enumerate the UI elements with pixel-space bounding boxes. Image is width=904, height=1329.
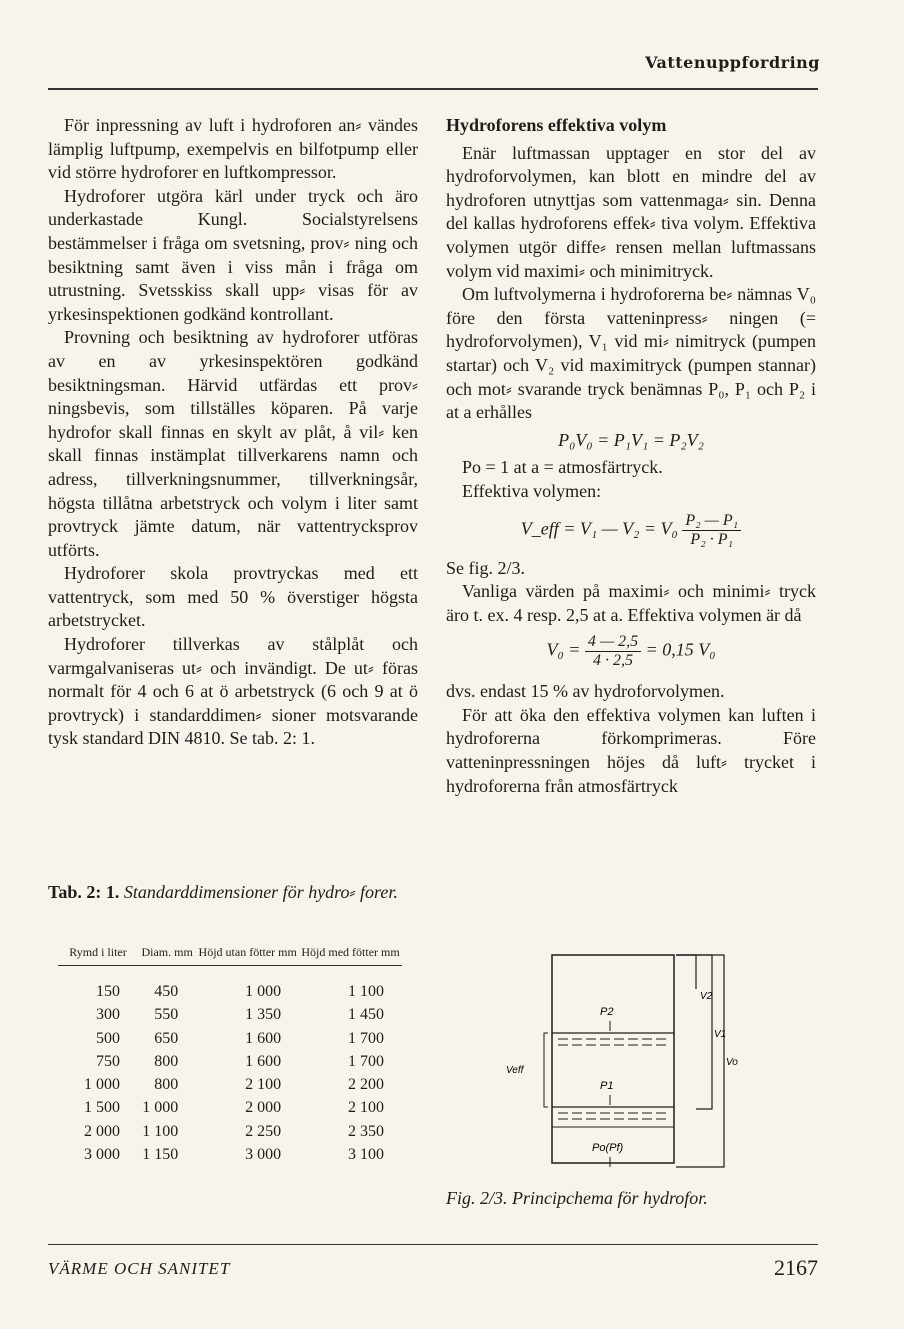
cell: 2 000 [245,1099,282,1117]
formula-rhs: = 0,15 V₀ [645,639,716,660]
cell: 1 150 [142,1146,179,1164]
cell: 650 [154,1029,179,1047]
cell: 1 700 [348,1029,384,1047]
table-title [48,881,428,904]
column-header: Höjd med fötter mm [299,940,402,966]
cell: 1 000 [84,1076,120,1094]
paragraph: Hydroforer skola provtryckas med ett vattentryck, som med 50 % överstiger högsta arbetstrycket. [48,563,418,631]
label-p1: P1 [600,1080,614,1092]
cell: 750 [96,1052,120,1070]
table-row [58,1143,402,1166]
paragraph: Om luftvolymerna i hydroforerna be⸗ nämnas V₀ före den första vatteninpress⸗ ningen (= hydroforvolymen), V₁ vid mi⸗ nimitryck (pumpen startar) och V₂ vid maximitryck (pumpen stannar) och mot⸗ svarande tryck benämnas P₀, P₁ och P₂ i at a erhålles [446,284,816,423]
bracket-v2 [676,955,696,989]
column-header: Höjd utan fötter mm [196,940,299,966]
cell: 1 100 [348,983,384,1000]
cell: 3 000 [84,1146,120,1164]
table-row [58,1027,402,1050]
fraction-numerator: P₂ — P₁ [682,512,741,531]
cell: 1 100 [142,1122,179,1140]
section-heading: Hydroforens effektiva volym [446,115,667,135]
cell: 3 000 [245,1146,282,1164]
cell: 1 450 [348,1006,384,1024]
footer-rule [48,1244,818,1245]
cell: 2 250 [245,1122,282,1140]
bracket-veff [544,1033,548,1107]
vessel-outline [552,955,674,1163]
table-row [58,980,402,1003]
formula-example: V₀ = $\frac{4 — 2,5}{4 \cdot 2,5}$ = 0,15 V₀ [546,633,716,670]
fraction-numerator: 4 — 2,5 [585,633,641,652]
paragraph: För att öka den effektiva volymen kan luften i hydroforerna förkomprimeras. Före vatteninpressningen höjes då luft⸗ trycket i hydroforerna från atmosfärtryck [446,704,816,796]
fraction [682,512,741,549]
fraction-denominator: 4 · 2,5 [593,652,633,670]
column-header: Rymd i liter [58,940,138,966]
formula-lhs: V₀ [546,639,564,660]
cell: 1 700 [348,1052,384,1070]
cell: 2 200 [348,1076,384,1094]
paragraph: Vanliga värden på maximi⸗ och minimi⸗ tryck äro t. ex. 4 resp. 2,5 at a. Effektiva volymen är då [446,581,816,625]
cell: 450 [154,983,179,1000]
label-v2: V2 [700,991,713,1002]
label-veff: Veff [506,1065,524,1076]
cell: 500 [96,1029,120,1047]
paragraph: Po = 1 at a = atmosfärtryck. [462,457,663,478]
label-v1: V1 [714,1029,727,1040]
column-header: Diam. mm [138,940,196,966]
paragraph: För inpressning av luft i hydroforen an⸗ vändes lämplig luftpump, exempelvis en bilfotpump eller vid större hydroforer en luftkompressor. [48,115,418,183]
paragraph: Hydroforer tillverkas av stålplåt och varmgalvaniseras ut⸗ och invändigt. De ut⸗ föras normalt för 4 och 6 at ö arbetstryck (6 och 9 at ö provtryck) i standarddimen⸗ sioner motsvarande tysk standard DIN 4810. Se tab. 2: 1. [48,634,418,749]
cell: 800 [154,1076,179,1094]
table-caption: Standarddimensioner för hydro⸗ forer. [123,882,398,902]
bracket-v1 [676,955,712,1109]
paragraph: Enär luftmassan upptager en stor del av hydroforvolymen, kan blott en mindre del av hydroforen utnyttjas som vattenmaga⸗ sin. Denna del kallas hydroforens effek⸗ tiva volym. Effektiva volymen utgör diffe⸗ rensen mellan luftmassans volym vid maximi⸗ och minimitryck. [446,142,816,281]
cell: 1 000 [142,1099,179,1117]
journal-name: VÄRME OCH SANITET [48,1259,231,1278]
label-v0: Vo [726,1057,738,1068]
header-rule [48,88,818,90]
cell: 3 100 [348,1146,384,1164]
table-label: Tab. 2: 1. [48,882,120,902]
table-row [58,1050,402,1073]
paragraph: Se fig. 2/3. [446,557,525,578]
page-number: 2167 [774,1255,818,1280]
hydrofor-diagram [500,945,740,1175]
table-row [58,1003,402,1026]
cell: 300 [96,1006,120,1024]
paragraph: Effektiva volymen: [462,480,602,501]
cell: 1 000 [245,983,282,1000]
running-title: Vattenuppfordring [645,53,820,72]
cell: 2 350 [348,1122,384,1140]
table-row [58,1120,402,1143]
paragraph: dvs. endast 15 % av hydroforvolymen. [446,681,725,702]
label-p0: Po(Pf) [592,1142,624,1154]
cell: 2 100 [245,1076,282,1094]
bracket-v0 [676,955,727,1167]
left-column [48,114,418,751]
formula-boyle: P₀V₀ = P₁V₁ = P₂V₂ [558,429,704,450]
formula-lhs: V_eff = V₁ — V₂ = V₀ [520,518,678,539]
table-row [58,1096,402,1119]
label-p2: P2 [600,1006,614,1018]
right-column [446,114,816,798]
cell: 2 100 [348,1099,384,1117]
standard-dimensions-table [58,940,402,1166]
cell: 150 [96,983,120,1000]
cell: 1 600 [245,1052,282,1070]
cell: 1 500 [84,1099,120,1117]
cell: 2 000 [84,1122,120,1140]
paragraph: Hydroforer utgöra kärl under tryck och äro underkastade Kungl. Socialstyrelsens bestämmelser i fråga om svetsning, prov⸗ ning och besiktning samt även i viss mån i fråga om utrustning. Svetsskiss skall upp⸗ visas för av yrkesinspektionen godkänd kontrollant. [48,185,418,324]
fraction [585,633,641,670]
table-row [58,1073,402,1096]
cell: 1 350 [245,1006,282,1024]
formula-effective-volume [446,512,816,549]
paragraph: Provning och besiktning av hydroforer utföras av en av yrkesinspektören godkänd besiktningsman. Härvid utfärdas ett prov⸗ ningsbevis, som tillställes köparen. På varje hydrofor skall finnas en skylt av plåt, å vil⸗ ken skall finnas instämplat tillverkarens namn och adress, tillverkningsnummer, tillverkningsår, högsta tillåtna arbetstryck och volym i liter samt provtryck jämte datum, när vattentrycksprov utförts. [48,327,418,560]
cell: 1 600 [245,1029,282,1047]
figure-caption: Fig. 2/3. Principchema för hydrofor. [446,1188,708,1208]
cell: 550 [154,1006,179,1024]
cell: 800 [154,1052,179,1070]
fraction-denominator: P₂ · P₁ [690,530,734,548]
